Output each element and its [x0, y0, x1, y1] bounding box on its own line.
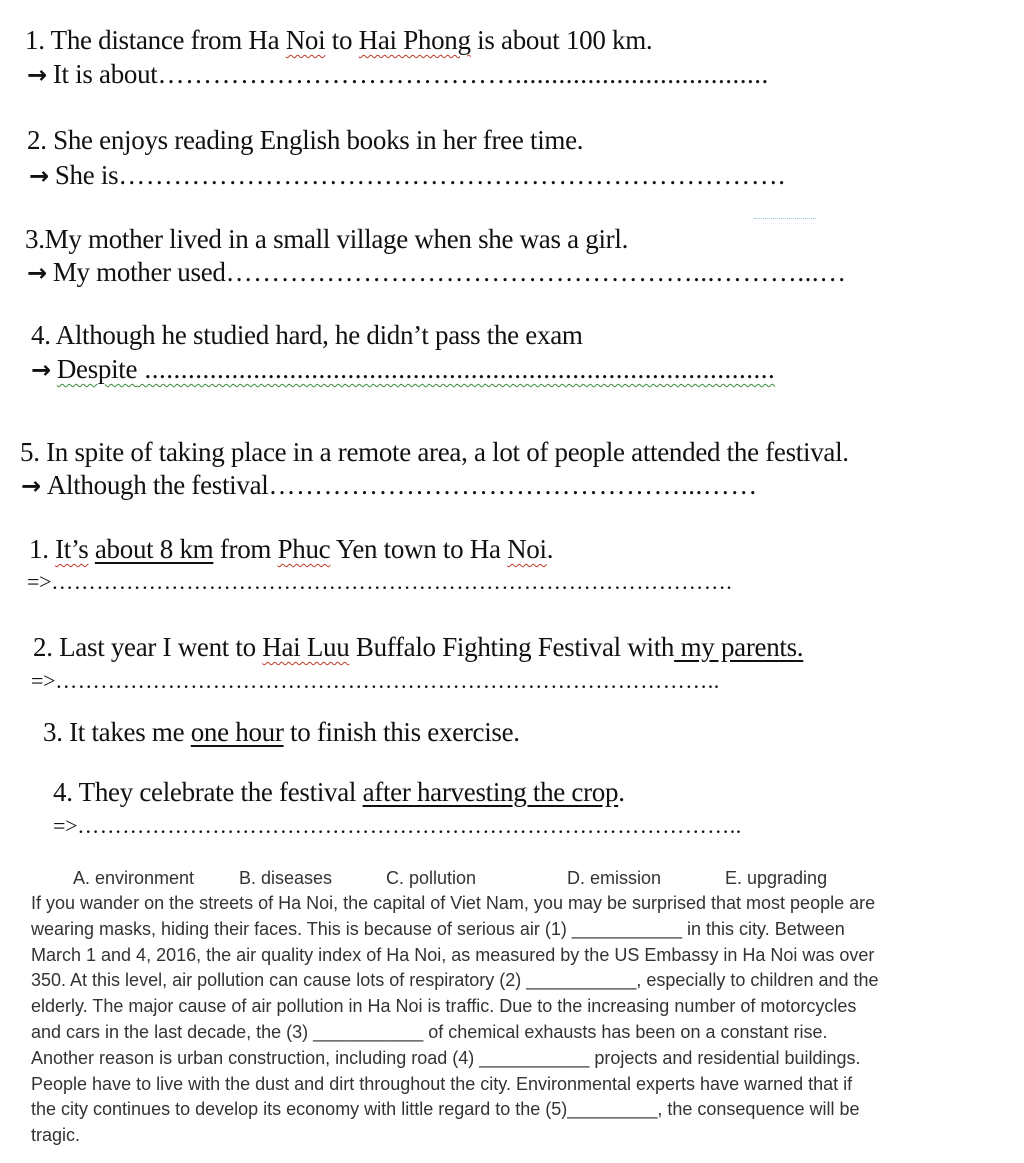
rewrite-4-answer-line[interactable]: → Despite ....................................................................................... [31, 354, 776, 384]
question-3-sentence: 3. It takes me one hour to finish this exercise. [43, 717, 520, 747]
rewrite-2-sentence: 2. She enjoys reading English books in her free time. [27, 125, 584, 155]
arrow-right-icon: → [21, 472, 41, 500]
rewrite-1-sentence: 1. The distance from Ha Noi to Hai Phong is about 100 km. [25, 25, 653, 55]
passage-line: Another reason is urban construction, including road (4) ___________ projects and residential buildings. [31, 1047, 861, 1068]
faint-dotted-divider [754, 218, 816, 219]
rewrite-3-answer-line[interactable]: → My mother used……………………………………………...………...… [27, 257, 847, 287]
passage-line: March 1 and 4, 2016, the air quality index of Ha Noi, as measured by the US Embassy in Ha Noi was over [31, 944, 875, 965]
passage-line: People have to live with the dust and dirt throughout the city. Environmental experts have warned that if [31, 1073, 853, 1094]
rewrite-1-answer-line[interactable]: → It is about…………………………………................................... [27, 59, 769, 89]
arrow-right-icon: → [29, 162, 49, 190]
question-1-answer-line[interactable]: =>………………………………………………………………………………. [27, 569, 733, 594]
option-d: D. emission [567, 868, 662, 888]
passage-line: 350. At this level, air pollution can cause lots of respiratory (2) ___________, especially to children and the [31, 970, 879, 991]
arrow-right-icon: → [31, 356, 51, 384]
question-4-answer-line[interactable]: =>…………………………………………………………………………….. [53, 813, 742, 838]
option-b: B. diseases [239, 868, 333, 888]
question-1-sentence: 1. It’s about 8 km from Phuc Yen town to Ha Noi. [29, 534, 554, 564]
option-a: A. environment [73, 868, 195, 888]
arrow-right-icon: → [27, 259, 47, 287]
rewrite-4-sentence: 4. Although he studied hard, he didn’t pass the exam [31, 320, 583, 350]
question-2-sentence: 2. Last year I went to Hai Luu Buffalo Fighting Festival with my parents. [33, 632, 804, 662]
arrow-right-icon: → [27, 61, 47, 89]
rewrite-5-answer-line[interactable]: → Although the festival………………………………………...…… [21, 470, 758, 500]
rewrite-2-answer-line[interactable]: → She is………………………………………………………………. [29, 160, 786, 190]
passage-line: and cars in the last decade, the (3) ___________ of chemical exhausts has been on a constant rise. [31, 1021, 828, 1042]
question-4-sentence: 4. They celebrate the festival after harvesting the crop. [53, 777, 625, 807]
reading-passage [31, 891, 1006, 1149]
passage-line: wearing masks, hiding their faces. This is because of serious air (1) ___________ in this city. Between [31, 918, 845, 939]
rewrite-3-sentence: 3.My mother lived in a small village when she was a girl. [25, 224, 629, 254]
passage-line: tragic. [31, 1125, 81, 1146]
option-e: E. upgrading [725, 868, 828, 888]
option-c: C. pollution [386, 868, 477, 888]
rewrite-5-sentence: 5. In spite of taking place in a remote area, a lot of people attended the festival. [20, 437, 849, 467]
passage-line: If you wander on the streets of Ha Noi, the capital of Viet Nam, you may be surprised that most people are [31, 893, 876, 913]
passage-line: elderly. The major cause of air pollution in Ha Noi is traffic. Due to the increasing number of motorcycles [31, 996, 857, 1017]
question-2-answer-line[interactable]: =>…………………………………………………………………………….. [31, 668, 720, 693]
passage-line: the city continues to develop its economy with little regard to the (5)_________, the consequence will be [31, 1099, 860, 1120]
